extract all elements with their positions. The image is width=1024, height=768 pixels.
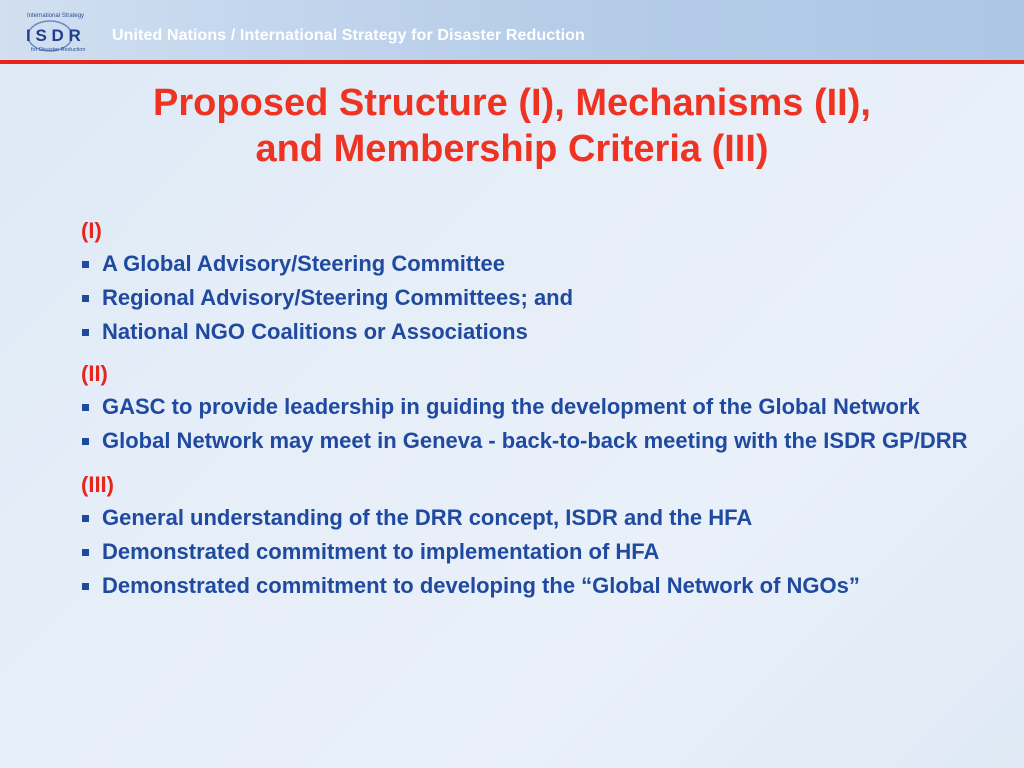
header-red-rule bbox=[0, 60, 1024, 64]
bullet-list bbox=[81, 251, 1001, 345]
square-bullet-icon bbox=[82, 329, 89, 336]
slide-title-line-1: Proposed Structure (I), Mechanisms (II), bbox=[153, 82, 871, 124]
square-bullet-icon bbox=[82, 261, 89, 268]
square-bullet-icon bbox=[82, 583, 89, 590]
bullet-text: A Global Advisory/Steering Committee bbox=[102, 251, 506, 276]
bullet-item bbox=[81, 573, 1001, 599]
bullet-text: Demonstrated commitment to developing the “Global Network of NGOs” bbox=[102, 573, 860, 598]
section-label: (III) bbox=[81, 472, 114, 497]
bullet-item bbox=[81, 428, 1001, 454]
section-label: (II) bbox=[81, 361, 108, 386]
bullet-text: Regional Advisory/Steering Committees; and bbox=[102, 285, 574, 310]
isdr-logo bbox=[23, 9, 99, 54]
bullet-text: GASC to provide leadership in guiding the development of the Global Network bbox=[102, 394, 920, 419]
org-name: United Nations / International Strategy for Disaster Reduction bbox=[112, 27, 585, 44]
logo-letters: I S D R bbox=[26, 26, 81, 45]
square-bullet-icon bbox=[82, 549, 89, 556]
section-label: (I) bbox=[81, 218, 102, 243]
bullet-text: Demonstrated commitment to implementation of HFA bbox=[102, 539, 660, 564]
square-bullet-icon bbox=[82, 438, 89, 445]
section-mechanisms bbox=[81, 361, 1001, 454]
bullet-list bbox=[81, 394, 1001, 454]
bullet-item bbox=[81, 285, 1001, 311]
bullet-item bbox=[81, 394, 1001, 420]
section-membership-criteria bbox=[81, 472, 1001, 599]
bullet-item bbox=[81, 319, 1001, 345]
logo-bottom-text: for Disaster Reduction bbox=[31, 47, 86, 53]
square-bullet-icon bbox=[82, 404, 89, 411]
slide-content bbox=[81, 218, 1001, 615]
square-bullet-icon bbox=[82, 295, 89, 302]
slide-title-line-2: and Membership Criteria (III) bbox=[255, 128, 769, 170]
bullet-text: Global Network may meet in Geneva - back-to-back meeting with the ISDR GP/DRR bbox=[102, 428, 968, 453]
bullet-item bbox=[81, 539, 1001, 565]
bullet-item bbox=[81, 251, 1001, 277]
section-structure bbox=[81, 218, 1001, 345]
bullet-text: General understanding of the DRR concept, ISDR and the HFA bbox=[102, 505, 753, 530]
bullet-text: National NGO Coalitions or Associations bbox=[102, 319, 528, 344]
slide-title bbox=[40, 80, 984, 172]
square-bullet-icon bbox=[82, 515, 89, 522]
bullet-list bbox=[81, 505, 1001, 599]
bullet-item bbox=[81, 505, 1001, 531]
logo-top-text: International Strategy bbox=[27, 13, 85, 19]
